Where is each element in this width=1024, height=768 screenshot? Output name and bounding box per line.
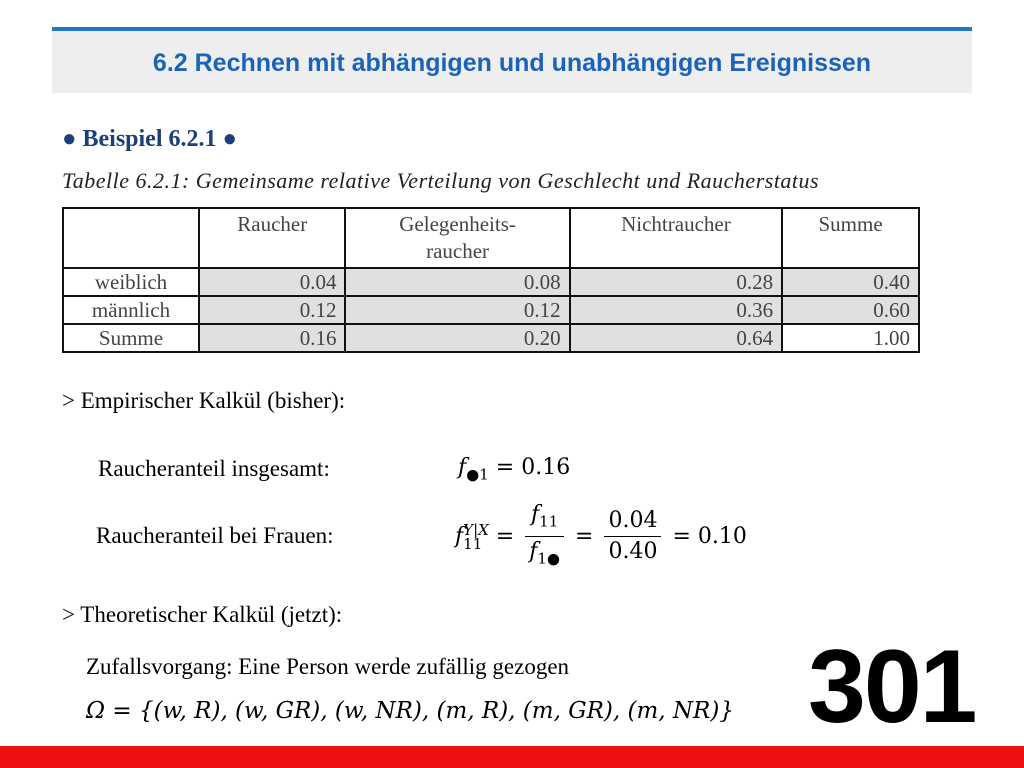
column-header-gelegenheitsraucher: Gelegenheits- raucher — [345, 208, 569, 268]
slide-number: 301 — [808, 629, 976, 745]
slide-header — [52, 27, 972, 93]
smoker-share-women-formula: fY|X 11 = $\frac{f_{11}}{f_{1●}}$ = $\frac{0.04}{0.40}$ = 0.10 — [455, 502, 747, 568]
table-cell: 0.40 — [782, 268, 919, 296]
row-label-summe: Summe — [63, 324, 199, 352]
table-row — [63, 324, 919, 352]
example-heading: ● Beispiel 6.2.1 ● — [62, 126, 237, 152]
sample-space-formula: Ω = {(w, R), (w, GR), (w, NR), (m, R), (m, GR), (m, NR)} — [86, 698, 734, 724]
distribution-table — [62, 207, 920, 353]
smoker-share-total-label: Raucheranteil insgesamt: — [98, 456, 330, 481]
table-header-row — [63, 208, 919, 268]
table-corner-cell — [63, 208, 199, 268]
table-cell: 0.16 — [199, 324, 345, 352]
table-cell: 0.12 — [199, 296, 345, 324]
table-cell: 0.28 — [570, 268, 782, 296]
smoker-share-total-formula: $f_{●1} = 0.16$ — [458, 455, 571, 484]
table-cell: 0.04 — [199, 268, 345, 296]
empirical-heading: > Empirischer Kalkül (bisher): — [62, 388, 346, 413]
row-label-maennlich: männlich — [63, 296, 199, 324]
random-process-text: Zufallsvorgang: Eine Person werde zufällig gezogen — [86, 654, 570, 679]
column-header-nichtraucher: Nichtraucher — [570, 208, 782, 268]
column-header-summe: Summe — [782, 208, 919, 268]
table-cell: 0.36 — [570, 296, 782, 324]
theoretical-heading: > Theoretischer Kalkül (jetzt): — [62, 602, 343, 627]
row-label-weiblich: weiblich — [63, 268, 199, 296]
table-row — [63, 296, 919, 324]
column-header-raucher: Raucher — [199, 208, 345, 268]
table-cell: 1.00 — [782, 324, 919, 352]
bottom-accent-bar — [0, 746, 1024, 768]
smoker-share-women-label: Raucheranteil bei Frauen: — [96, 523, 334, 548]
slide-title: 6.2 Rechnen mit abhängigen und unabhängigen Ereignissen — [152, 49, 872, 77]
table-cell: 0.20 — [345, 324, 569, 352]
table-cell: 0.12 — [345, 296, 569, 324]
table-caption: Tabelle 6.2.1: Gemeinsame relative Verteilung von Geschlecht und Raucherstatus — [62, 168, 820, 193]
table-cell: 0.60 — [782, 296, 919, 324]
table-cell: 0.64 — [570, 324, 782, 352]
table-cell: 0.08 — [345, 268, 569, 296]
table-row — [63, 268, 919, 296]
